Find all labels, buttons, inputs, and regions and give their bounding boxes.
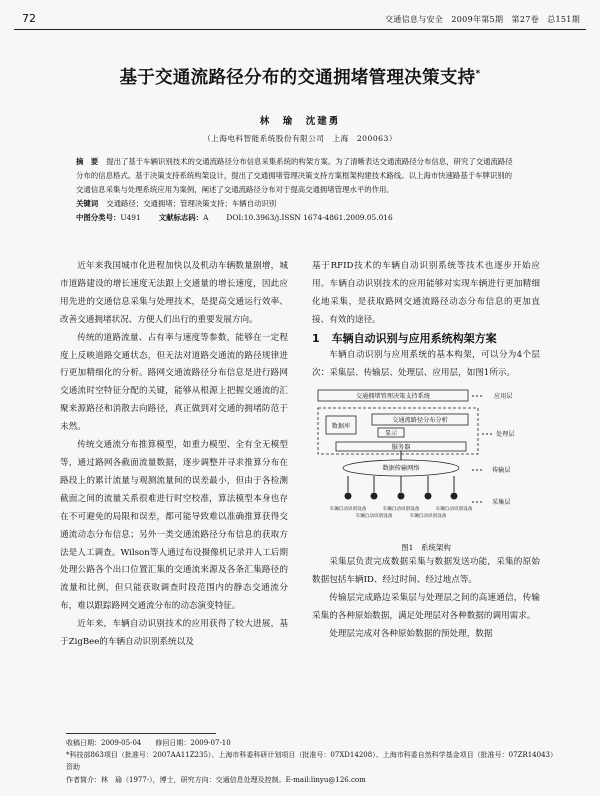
right-column (312, 258, 540, 644)
sensor-3 (398, 493, 405, 500)
body-paragraph: 传统交通流分布推算模型，如重力模型、全有全无模型等，通过路网各截面流量数据，逐步调整并寻求推算分布在路段上的累计流量与观测流量间的误差最小，但由于各检测截面之间的流量关系很难进行时空校准，算法模型本身也存在不可避免的局限和误差，都可能导致难以准确推算获得交通流动态分布信息；另外一类交通流路径分布信息的获取方法是人工调查。Wilson等人通过布设摄像机记录并人工后期处理公路各个出口位置汇集的交通流来源及各条汇集路径的流量和比例，但只能获取调查时段范围内的静态交通流分布，难以跟踪路网交通流分布的动态演变特征。 (60, 440, 288, 612)
analysis-label: 交通流路径分布分析 (392, 417, 448, 425)
body-paragraph: 传输层完成路边采集层与处理层之间的高速通信，传输采集的各种原始数据，满足处理层对各种数据的调用需求。 (312, 593, 540, 622)
clc-code: U491 (120, 213, 141, 223)
app-layer-label: 应用层 (494, 393, 513, 401)
keywords-text: 交通路径；交通拥堵；管理决策支持；车辆自动识别 (106, 199, 277, 209)
footnote-fund: *科技部863项目（批准号：2007AA11Z235）、上海市科委科研计划项目（批准号：07XD14208）、上海市科委自然科学基金项目（批准号：07ZR14043）资助 (66, 751, 554, 772)
journal-info: 交通信息与安全 2009年第5期 第27卷 总151期 (385, 15, 580, 24)
body-paragraph: 基于RFID技术的车辆自动识别系统等技术也逐步开始应用。车辆自动识别技术的应用能够对实现车辆进行更加精细化地采集，是获取路网交通流路径动态分布信息的更加直接、有效的途径。 (312, 261, 540, 325)
section-title: 车辆自动识别与应用系统构架方案 (331, 331, 497, 345)
affiliation: （上海电科智能系统股份有限公司 上海 200063） (203, 134, 397, 143)
clc-label: 中图分类号： (76, 213, 121, 223)
authors: 林 瑜 沈建勇 (259, 116, 341, 127)
sensor-1 (345, 493, 352, 500)
footnote-rule (66, 733, 216, 734)
display-label: 显示 (384, 430, 398, 438)
page-number: 72 (22, 12, 36, 25)
figure-system-architecture (312, 386, 540, 540)
body-paragraph: 车辆自动识别与应用系统的基本构架，可以分为4个层次：采集层、传输层、处理层、应用层，如图1所示。 (312, 349, 540, 378)
doi: DOI:10.3963/j.ISSN 1674-4861.2009.05.016 (226, 213, 393, 223)
abstract-block (76, 155, 516, 225)
section-number: 1 (312, 331, 320, 345)
sensor-label-1: 车辆自动识别设备 (329, 507, 367, 513)
transport-layer-label: 传输层 (492, 467, 511, 475)
classification (76, 211, 516, 225)
abstract-label: 摘 要 (76, 157, 99, 166)
footnote-author: 作者简介：林 瑜（1977-），博士，研究方向：交通信息处理及控制。E-mail:linyu@126.com (66, 775, 366, 784)
keywords-label: 关键词 (76, 199, 99, 209)
footnote-received: 收稿日期：2009-05-04 修回日期：2009-07-10 (66, 739, 231, 747)
acquisition-layer-label: 采集层 (492, 499, 511, 507)
body-paragraph: 处理层完成对各种原始数据的预处理，数据 (329, 629, 493, 640)
sensor-5 (451, 493, 458, 500)
left-column (60, 258, 288, 652)
body-paragraph: 近年来我国城市化进程加快以及机动车辆数量剧增，城市道路建设的增长速度无法跟上交通量的增长速度，因此应用先进的交通信息采集与处理技术，是提高交通运行效率、改善交通拥堵状况、方便人们出行的重要发展方向。 (60, 261, 288, 325)
figure-caption: 图1 系统架构 (401, 543, 451, 553)
keywords (76, 197, 516, 211)
sensor-label-5: 车辆自动识别设备 (435, 507, 473, 513)
doc-code: A (203, 213, 209, 223)
body-paragraph: 近年来，车辆自动识别技术的应用获得了较大进展，基于ZigBee的车辆自动识别系统以及 (60, 619, 288, 648)
sensor-label-3: 车辆自动识别设备 (382, 507, 420, 513)
comm-network-label: 数据传输网络 (382, 465, 420, 473)
sensor-label-4: 车辆自动识别设备 (409, 514, 447, 520)
top-box-label: 交通拥堵管理决策支持系统 (355, 393, 431, 401)
header-rule (14, 29, 586, 30)
doc-label: 文献标志码： (158, 213, 204, 223)
sensor-4 (425, 493, 432, 500)
body-paragraph: 传统的道路流量、占有率与速度等参数，能够在一定程度上反映道路交通状态，但无法对道路交通流的路径规律进行更加精细化的分析。路网交通流路径分布信息是进行路网交通流时空特征分配的关键，能够从根源上把握交通流的汇聚来源路径和消散去向路径，真正做到对交通的拥堵防范于未然。 (60, 332, 288, 433)
footnotes (66, 733, 556, 786)
title-footnote-mark: * (475, 69, 481, 80)
server-label: 服务器 (391, 444, 411, 452)
sensor-label-2: 车辆自动识别设备 (355, 514, 393, 520)
processing-layer-label: 处理层 (496, 431, 515, 439)
paper-title: 基于交通流路径分布的交通拥堵管理决策支持* (119, 68, 481, 88)
body-paragraph: 采集层负责完成数据采集与数据发送功能，采集的原始数据包括车辆ID、经过时间、经过地点等。 (312, 557, 540, 586)
database-label: 数据库 (331, 423, 351, 431)
section-heading (312, 330, 540, 347)
abstract (76, 155, 516, 196)
abstract-text: 提出了基于车辆识别技术的交通流路径分布信息采集系统的构架方案。为了清晰表达交通流路径分布信息，研究了交通流路径分布的信息格式。基于决策支持系统构架设计，提出了交通拥堵管理决策支持方案框架构建技术路线。以上海市快速路基于车牌识别的交通信息采集与处理系统应用为案例，阐述了交通流路径分布对于提高交通拥堵管理水平的作用。 (76, 157, 513, 194)
sensor-2 (371, 493, 378, 500)
